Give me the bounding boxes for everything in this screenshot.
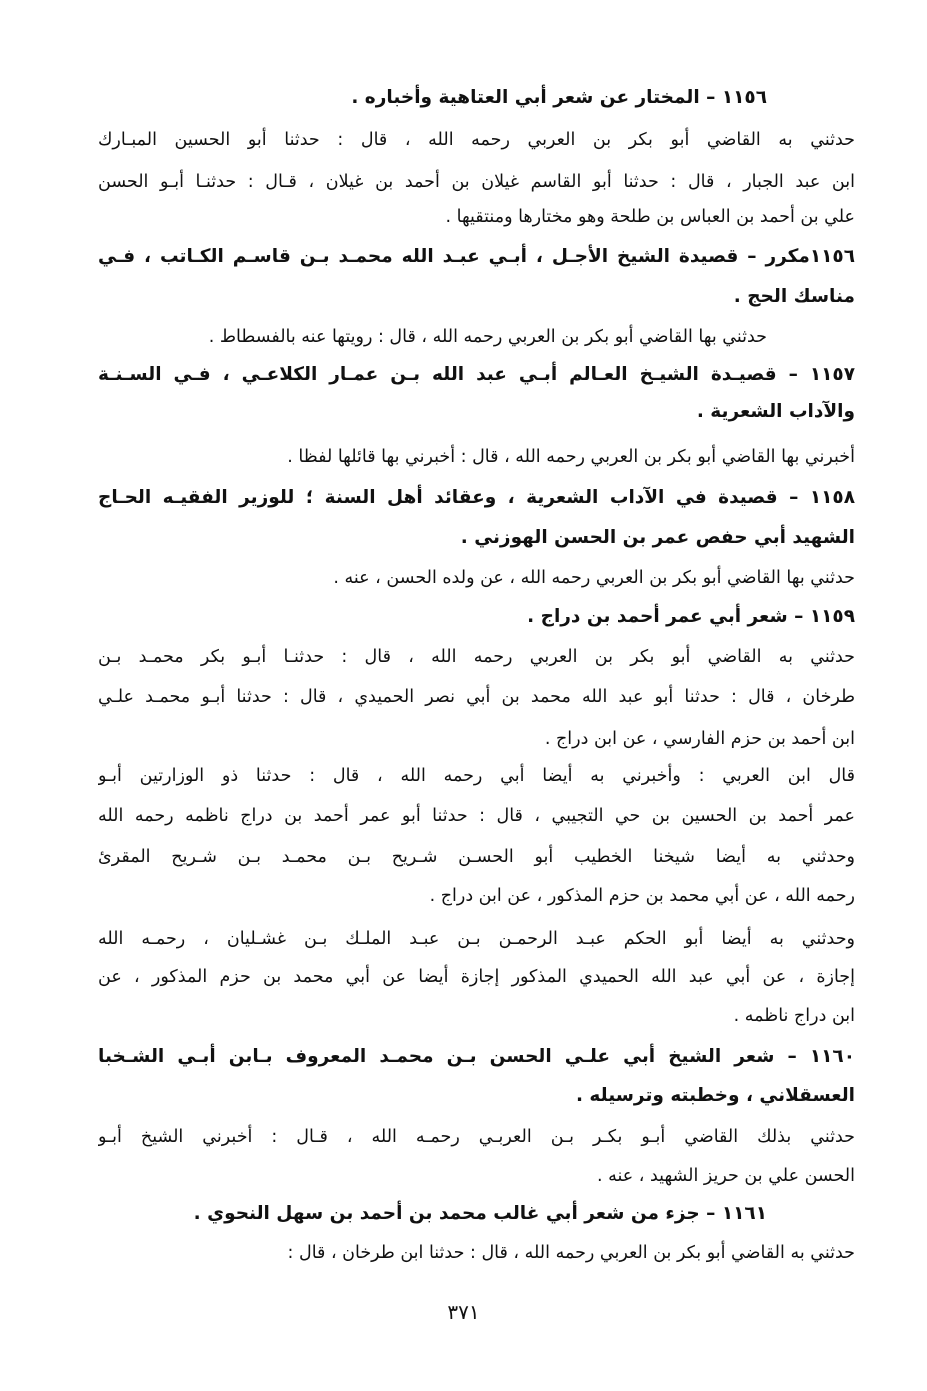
text-line: حدثني بها القاضي أبو بكر بن العربي رحمه الله ، عن ولده الحسن ، عنه . [333,568,855,588]
page-number: ٣٧١ [447,1300,480,1324]
text-line: قال ابن العربي : وأخبرني به أيضا أبي رحمه الله ، قال : حدثنا ذو الوزارتين أبـو [98,766,855,786]
text-line: وحدثني به أيضا شيخنا الخطيب أبو الحسـن شـريح بـن محمـد بـن شـريح المقرئ [98,847,855,867]
text-line: أخبرني بها القاضي أبو بكر بن العربي رحمه الله ، قال : أخبرني بها قائلها لفظا . [287,447,855,467]
heading-continuation: والآداب الشعرية . [696,401,855,422]
entry-1158-heading: ١١٥٨ – قصيدة في الآداب الشعرية ، وعقائد أهل السنة ؛ للوزير الفقيـه الحـاج [98,487,855,508]
entry-1157-heading: ١١٥٧ – قصيـدة الشيـخ العـالم أبـي عبد الله بـن عمـار الكلاعـي ، فـي السـنـة [98,364,855,385]
text-line: حدثني به القاضي أبو بكر بن العربي رحمه الله ، قال : حدثنا ابن طرخان ، قال : [287,1243,855,1263]
entry-1159-heading: ١١٥٩ – شعر أبي عمر أحمد بن دراج . [527,606,855,627]
text-line: ابن أحمد بن حزم الفارسي ، عن ابن دراج . [544,729,855,749]
text-line: ابن عبد الجبار ، قال : حدثنا أبو القاسم غيلان بن أحمد بن غيلان ، قـال : حدثنـا أبـو الحسن [98,172,855,192]
entry-1156-heading: ١١٥٦ – المختار عن شعر أبي العتاهية وأخباره . [351,87,767,108]
text-line: الحسن علي بن حريز الشهيد ، عنه . [596,1166,855,1186]
entry-1160-heading: ١١٦٠ – شعر الشيخ أبي علـي الحسن بـن محمـد المعروف بـابن أبـي الشـخبا [98,1046,855,1067]
text-line: حدثني به القاضي أبو بكر بن العربي رحمه الله ، قال : حدثنـا أبـو بكر محمـد بـن [98,647,855,667]
text-line: ابن دراج ناظمه . [733,1006,855,1026]
text-line: إجازة ، عن أبي عبد الله الحميدي المذكور إجازة أيضا عن أبي محمد بن حزم المذكور ، عن [98,967,855,987]
text-line: حدثني بها القاضي أبو بكر بن العربي رحمه الله ، قال : رويتها عنه بالفسطاط . [208,327,767,347]
text-line: عمر أحمد بن الحسين بن حي التجيبي ، قال : حدثنا أبو عمر أحمد بن دراج ناظمه رحمه الله [98,806,855,826]
heading-continuation: العسقلاني ، وخطبته وترسيله . [575,1085,855,1106]
text-line: رحمه الله ، عن أبي محمد بن حزم المذكور ، عن ابن دراج . [429,886,855,906]
text-line: طرخان ، قال : حدثنا أبو عبد الله محمد بن أبي نصر الحميدي ، قال : حدثنا أبـو محمـد علـي [98,687,855,707]
heading-continuation: الشهيد أبي حفص عمر بن الحسن الهوزني . [460,527,855,548]
text-line: علي بن أحمد بن العباس بن طلحة وهو مختارها ومنتقيها . [445,207,855,227]
entry-1156-repeat-heading: ١١٥٦مكرر – قصيدة الشيخ الأجـل ، أبـي عبـد الله محمـد بـن قاسـم الكـاتب ، فـي [98,246,855,267]
entry-1161-heading: ١١٦١ – جزء من شعر أبي غالب محمد بن أحمد بن سهل النحوي . [193,1203,767,1224]
text-line: وحدثني به أيضا أبو الحكم عبـد الرحمـن بـن عبـد الملـك بـن غشـليان ، رحمـه الله [98,929,855,949]
text-line: حدثني به القاضي أبو بكر بن العربي رحمه الله ، قال : حدثنا أبو الحسين المبـارك [98,130,855,150]
heading-continuation: مناسك الحج . [733,286,855,307]
text-line: حدثني بذلك القاضي أبـو بكـر بـن العربـي رحمـه الله ، قـال : أخبرني الشيخ أبـو [98,1127,855,1147]
